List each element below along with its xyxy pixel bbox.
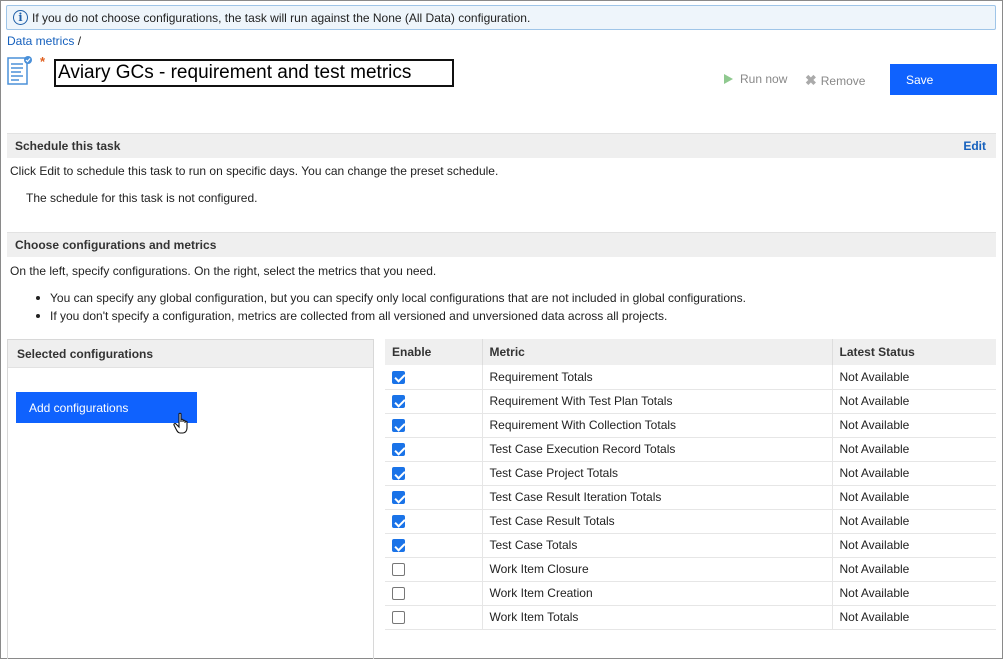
metric-name-cell: Test Case Result Totals [482,509,832,533]
latest-status-cell: Not Available [832,365,996,389]
table-row [385,389,996,413]
enable-cell [385,365,482,389]
enable-cell [385,485,482,509]
table-row [385,605,996,629]
enable-checkbox[interactable] [392,443,405,456]
column-header-enable[interactable]: Enable [385,339,482,365]
breadcrumb-separator: / [74,34,82,48]
metrics-table-header-row [385,339,996,365]
metric-name-cell: Test Case Project Totals [482,461,832,485]
table-row [385,437,996,461]
column-header-latest-status[interactable]: Latest Status [832,339,996,365]
metric-name-cell: Work Item Totals [482,605,832,629]
info-banner [6,5,996,30]
enable-checkbox[interactable] [392,491,405,504]
enable-checkbox[interactable] [392,395,405,408]
remove-button[interactable] [805,72,865,89]
metric-name-cell: Work Item Creation [482,581,832,605]
run-now-label: Run now [740,72,788,86]
breadcrumb [7,34,81,48]
metrics-table [385,339,996,630]
latest-status-cell: Not Available [832,413,996,437]
schedule-description: Click Edit to schedule this task to run on specific days. You can change the preset schedule. [10,164,499,178]
close-icon: ✖ [805,72,817,88]
latest-status-cell: Not Available [832,389,996,413]
enable-checkbox[interactable] [392,419,405,432]
configs-bullet: You can specify any global configuration, but you can specify only local configurations that are not included in global configurations. [36,290,746,306]
required-marker: * [40,54,46,69]
latest-status-cell: Not Available [832,581,996,605]
breadcrumb-data-metrics-link[interactable]: Data metrics [7,34,75,48]
configs-description: On the left, specify configurations. On the right, select the metrics that you need. [10,264,437,278]
metric-name-cell: Test Case Totals [482,533,832,557]
table-row [385,485,996,509]
table-row [385,461,996,485]
metric-name-cell: Test Case Execution Record Totals [482,437,832,461]
configs-bullet: If you don't specify a configuration, metrics are collected from all versioned and unversioned data across all projects. [36,308,746,324]
info-banner-text: If you do not choose configurations, the task will run against the None (All Data) configuration. [32,10,531,25]
save-button[interactable]: Save [890,64,997,95]
enable-checkbox[interactable] [392,467,405,480]
enable-checkbox[interactable] [392,515,405,528]
run-now-button[interactable] [724,72,787,86]
enable-checkbox[interactable] [392,371,405,384]
schedule-heading: Schedule this task [15,139,121,153]
table-row [385,581,996,605]
enable-cell [385,437,482,461]
enable-cell [385,581,482,605]
enable-cell [385,605,482,629]
enable-cell [385,389,482,413]
task-title-input[interactable] [54,59,454,87]
enable-cell [385,509,482,533]
metric-name-cell: Test Case Result Iteration Totals [482,485,832,509]
latest-status-cell: Not Available [832,557,996,581]
hand-cursor-icon [173,412,191,436]
play-icon [724,74,733,84]
table-row [385,365,996,389]
schedule-section-header [7,133,996,158]
table-row [385,533,996,557]
enable-cell [385,557,482,581]
configs-heading: Choose configurations and metrics [15,238,217,252]
info-icon: i [13,10,28,25]
latest-status-cell: Not Available [832,605,996,629]
schedule-status: The schedule for this task is not configured. [26,191,258,205]
selected-configurations-panel [7,339,374,659]
metric-name-cell: Requirement With Test Plan Totals [482,389,832,413]
add-configurations-button[interactable]: Add configurations [16,392,197,423]
configs-bullet-list [36,290,746,326]
remove-label: Remove [820,73,866,88]
latest-status-cell: Not Available [832,461,996,485]
table-row [385,557,996,581]
task-document-icon [7,55,33,87]
latest-status-cell: Not Available [832,533,996,557]
table-row [385,509,996,533]
metric-name-cell: Work Item Closure [482,557,832,581]
schedule-edit-link[interactable]: Edit [963,139,986,153]
selected-configurations-heading: Selected configurations [8,340,373,368]
enable-checkbox[interactable] [392,539,405,552]
configs-section-header [7,232,996,257]
enable-checkbox[interactable] [392,563,405,576]
table-row [385,413,996,437]
enable-cell [385,413,482,437]
metric-name-cell: Requirement Totals [482,365,832,389]
enable-cell [385,461,482,485]
enable-checkbox[interactable] [392,587,405,600]
latest-status-cell: Not Available [832,509,996,533]
enable-cell [385,533,482,557]
latest-status-cell: Not Available [832,437,996,461]
latest-status-cell: Not Available [832,485,996,509]
metric-name-cell: Requirement With Collection Totals [482,413,832,437]
column-header-metric[interactable]: Metric [482,339,832,365]
enable-checkbox[interactable] [392,611,405,624]
